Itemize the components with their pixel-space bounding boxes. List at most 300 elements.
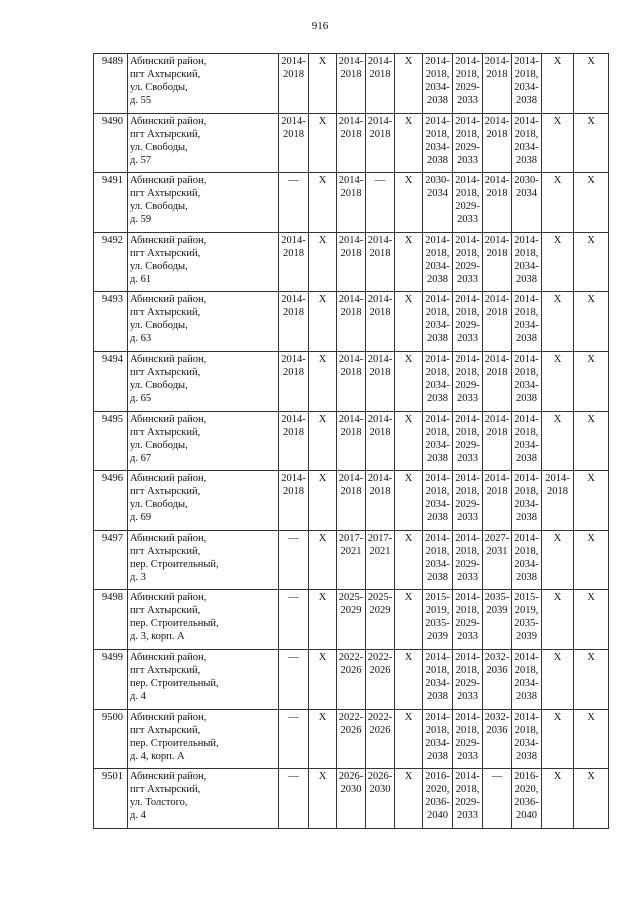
period-line: 2029-: [455, 439, 480, 451]
period-line: 2038: [427, 571, 448, 583]
period-line: —: [374, 175, 386, 187]
period-line: 2026-: [338, 771, 364, 783]
period-line: 2018,: [455, 486, 480, 498]
period-cell: [542, 292, 574, 352]
period-line: 2034-: [425, 677, 450, 689]
period-line: 2015-: [425, 592, 450, 604]
period-line: —: [288, 592, 299, 604]
period-cell: [366, 351, 395, 411]
period-line: 2026-: [367, 771, 393, 783]
period-line: 2017-: [338, 532, 364, 544]
period-line: X: [587, 353, 595, 365]
address-line: Абинский район,: [130, 592, 207, 604]
period-line: 2014-: [425, 56, 450, 67]
period-line: 2033: [457, 95, 478, 106]
address-cell: [128, 530, 279, 590]
period-line: 2018,: [425, 426, 450, 438]
period-line: X: [318, 413, 327, 425]
period-cell: [279, 173, 309, 233]
period-line: 2014-: [338, 175, 364, 187]
period-line: 2029-: [455, 141, 480, 153]
period-line: X: [553, 56, 562, 67]
period-line: 2018: [340, 366, 362, 378]
period-line: 2022-: [367, 711, 393, 723]
address-line: Абинский район,: [130, 711, 207, 723]
period-line: X: [404, 711, 413, 723]
period-cell: [395, 54, 423, 114]
period-line: X: [553, 175, 562, 187]
period-cell: [337, 649, 366, 709]
period-line: X: [587, 532, 595, 544]
period-line: X: [404, 294, 413, 306]
period-line: 2014-: [338, 353, 364, 365]
period-line: 2038: [516, 95, 537, 106]
period-cell: [395, 769, 423, 829]
period-cell: [542, 351, 574, 411]
period-line: 2018: [369, 426, 391, 438]
period-line: 2018: [547, 486, 568, 498]
period-line: X: [553, 413, 562, 425]
period-line: X: [404, 56, 413, 67]
period-line: 2034-: [514, 141, 539, 153]
period-cell: [483, 292, 512, 352]
period-line: 2038: [516, 512, 537, 524]
period-line: X: [553, 711, 562, 723]
record-number: 9489: [94, 54, 128, 114]
period-line: 2014-: [367, 234, 393, 246]
period-line: 2014-: [338, 294, 364, 306]
period-line: 2014-: [455, 771, 480, 783]
address-line: д. 4, корп. А: [130, 750, 185, 762]
period-line: 2014-: [281, 56, 306, 67]
period-cell: [366, 590, 395, 650]
period-cell: [309, 113, 337, 173]
period-line: 2034-: [514, 499, 539, 511]
period-line: 2014-: [455, 592, 480, 604]
period-cell: [309, 709, 337, 769]
period-line: —: [288, 175, 299, 187]
period-cell: [512, 411, 542, 471]
period-cell: [574, 292, 609, 352]
address-line: пгт Ахтырский,: [130, 426, 201, 438]
period-line: 2014-: [484, 353, 510, 365]
address-line: д. 55: [130, 95, 152, 106]
period-cell: [279, 54, 309, 114]
period-cell: [453, 54, 483, 114]
period-cell: [337, 173, 366, 233]
period-line: 2025-: [338, 592, 364, 604]
period-line: X: [318, 532, 327, 544]
table-row: [94, 649, 609, 709]
address-line: ул. Свободы,: [130, 320, 188, 332]
period-cell: [337, 411, 366, 471]
page-number: 916: [311, 20, 329, 32]
period-line: X: [587, 294, 595, 306]
period-line: 2014-: [514, 473, 539, 485]
period-line: 2029-: [455, 677, 480, 689]
period-line: 2018,: [455, 247, 480, 259]
period-line: 2014-: [455, 473, 480, 485]
period-line: 2014-: [367, 56, 393, 67]
table-row: [94, 292, 609, 352]
period-cell: [483, 351, 512, 411]
address-line: Абинский район,: [130, 294, 207, 306]
period-line: X: [404, 473, 413, 485]
period-line: 2014-: [455, 413, 480, 425]
period-line: 2014-: [425, 532, 450, 544]
table-row: [94, 530, 609, 590]
period-cell: [309, 769, 337, 829]
period-cell: [423, 232, 453, 292]
period-line: 2029-: [455, 320, 480, 332]
period-line: 2034-: [425, 260, 450, 272]
period-cell: [395, 173, 423, 233]
period-line: 2014-: [545, 473, 570, 485]
period-cell: [542, 709, 574, 769]
period-line: 2029-: [455, 260, 480, 272]
period-cell: [483, 590, 512, 650]
period-line: 2014-: [281, 294, 306, 306]
period-cell: [483, 113, 512, 173]
period-line: 2038: [427, 750, 448, 762]
period-line: 2018: [486, 247, 508, 259]
period-line: 2029: [369, 605, 391, 617]
period-line: 2038: [427, 333, 448, 345]
address-cell: [128, 769, 279, 829]
period-line: 2034-: [514, 320, 539, 332]
period-line: 2018,: [455, 69, 480, 80]
period-cell: [423, 769, 453, 829]
period-cell: [483, 411, 512, 471]
period-cell: [309, 530, 337, 590]
period-cell: [279, 709, 309, 769]
period-line: 2018,: [425, 247, 450, 259]
period-line: 2033: [457, 154, 478, 166]
period-line: 2033: [457, 631, 478, 643]
period-cell: [574, 411, 609, 471]
period-line: X: [404, 234, 413, 246]
period-line: 2018: [369, 486, 391, 498]
period-line: 2018,: [514, 366, 539, 378]
record-number: 9496: [94, 471, 128, 531]
period-line: 2018,: [514, 69, 539, 80]
period-line: 2018: [369, 247, 391, 259]
period-line: 2016-: [425, 771, 450, 783]
address-line: пер. Строительный,: [130, 558, 219, 570]
period-cell: [483, 709, 512, 769]
period-cell: [366, 54, 395, 114]
period-line: 2018: [283, 247, 304, 259]
period-line: 2018: [340, 69, 362, 80]
period-line: 2018,: [425, 545, 450, 557]
period-cell: [395, 709, 423, 769]
period-line: 2022-: [338, 651, 364, 663]
period-cell: [366, 292, 395, 352]
period-line: 2014-: [484, 473, 510, 485]
period-cell: [512, 54, 542, 114]
period-cell: [366, 769, 395, 829]
period-cell: [395, 649, 423, 709]
period-cell: [337, 590, 366, 650]
address-line: Абинский район,: [130, 175, 207, 187]
period-line: 2015-: [514, 592, 539, 604]
period-cell: [574, 649, 609, 709]
address-line: ул. Свободы,: [130, 499, 188, 511]
period-line: 2022-: [338, 711, 364, 723]
period-line: 2018,: [455, 188, 480, 200]
period-cell: [279, 411, 309, 471]
period-cell: [395, 471, 423, 531]
table-row: [94, 113, 609, 173]
period-line: X: [587, 115, 595, 127]
period-line: X: [404, 353, 413, 365]
period-line: 2036: [486, 664, 508, 676]
period-cell: [512, 113, 542, 173]
period-cell: [453, 709, 483, 769]
period-cell: [483, 649, 512, 709]
period-line: 2030: [369, 784, 391, 796]
period-line: 2014-: [455, 175, 480, 187]
address-line: д. 57: [130, 154, 152, 166]
address-line: Абинский район,: [130, 353, 207, 365]
period-line: 2014-: [281, 353, 306, 365]
period-cell: [574, 471, 609, 531]
period-cell: [337, 709, 366, 769]
period-line: 2014-: [367, 473, 393, 485]
address-line: Абинский район,: [130, 413, 207, 425]
period-line: 2038: [516, 452, 537, 464]
period-cell: [337, 471, 366, 531]
period-cell: [453, 649, 483, 709]
period-cell: [423, 649, 453, 709]
period-cell: [337, 351, 366, 411]
period-cell: [483, 173, 512, 233]
period-line: 2016-: [514, 771, 539, 783]
table-row: [94, 351, 609, 411]
record-number: 9494: [94, 351, 128, 411]
period-line: 2034-: [514, 439, 539, 451]
period-line: 2018: [340, 247, 362, 259]
period-line: 2018: [283, 307, 304, 319]
period-line: X: [404, 115, 413, 127]
address-line: пгт Ахтырский,: [130, 247, 201, 259]
period-cell: [453, 471, 483, 531]
period-line: 2026: [340, 664, 362, 676]
period-cell: [512, 173, 542, 233]
period-cell: [542, 173, 574, 233]
period-line: 2038: [427, 512, 448, 524]
period-cell: [542, 769, 574, 829]
period-line: X: [318, 651, 327, 663]
period-line: 2018: [486, 366, 508, 378]
period-cell: [309, 292, 337, 352]
address-line: д. 69: [130, 512, 152, 524]
period-cell: [453, 769, 483, 829]
period-cell: [542, 54, 574, 114]
period-line: 2034-: [425, 82, 450, 93]
period-cell: [395, 590, 423, 650]
record-number: 9500: [94, 709, 128, 769]
period-line: 2014-: [425, 115, 450, 127]
period-cell: [483, 471, 512, 531]
period-line: X: [318, 711, 327, 723]
period-line: 2018: [486, 486, 508, 498]
period-line: 2033: [457, 214, 478, 226]
period-line: X: [587, 473, 595, 485]
period-line: 2029-: [455, 558, 480, 570]
period-line: 2014-: [484, 413, 510, 425]
period-cell: [512, 769, 542, 829]
address-cell: [128, 709, 279, 769]
period-line: 2014-: [281, 234, 306, 246]
address-line: д. 3: [130, 571, 146, 583]
address-line: д. 59: [130, 214, 152, 226]
period-cell: [309, 351, 337, 411]
period-line: 2014-: [484, 56, 510, 67]
period-line: X: [587, 413, 595, 425]
period-cell: [279, 590, 309, 650]
period-line: 2034-: [514, 558, 539, 570]
period-line: 2030-: [425, 175, 450, 187]
period-line: X: [587, 651, 595, 663]
period-cell: [395, 113, 423, 173]
period-cell: [279, 530, 309, 590]
period-line: 2038: [427, 154, 448, 166]
period-cell: [366, 709, 395, 769]
period-line: 2014-: [455, 234, 480, 246]
period-cell: [542, 530, 574, 590]
period-line: 2033: [457, 273, 478, 285]
period-line: 2018: [340, 426, 362, 438]
table-row: [94, 471, 609, 531]
period-line: 2031: [486, 545, 508, 557]
period-line: 2034-: [425, 499, 450, 511]
period-cell: [574, 54, 609, 114]
period-line: X: [318, 592, 327, 604]
period-line: 2020,: [514, 784, 539, 796]
period-line: 2026: [369, 724, 391, 736]
period-line: 2029-: [455, 379, 480, 391]
period-line: 2014-: [425, 353, 450, 365]
period-line: 2014-: [484, 234, 510, 246]
period-cell: [512, 232, 542, 292]
period-cell: [423, 530, 453, 590]
period-line: 2035-: [484, 592, 510, 604]
address-line: д. 65: [130, 392, 152, 404]
period-line: X: [318, 115, 327, 127]
period-line: 2018: [283, 128, 304, 140]
period-cell: [574, 769, 609, 829]
period-line: 2014-: [425, 473, 450, 485]
period-line: X: [553, 294, 562, 306]
address-cell: [128, 411, 279, 471]
address-line: пгт Ахтырский,: [130, 188, 201, 200]
period-cell: [366, 173, 395, 233]
period-line: 2018,: [425, 69, 450, 80]
period-line: 2018,: [514, 486, 539, 498]
period-cell: [279, 113, 309, 173]
record-number: 9491: [94, 173, 128, 233]
period-line: 2018: [340, 486, 362, 498]
record-number: 9499: [94, 649, 128, 709]
period-line: X: [318, 294, 327, 306]
address-line: пер. Строительный,: [130, 677, 219, 689]
period-cell: [483, 530, 512, 590]
period-cell: [309, 173, 337, 233]
period-cell: [512, 471, 542, 531]
period-line: X: [553, 353, 562, 365]
period-line: 2018: [283, 426, 304, 438]
period-line: 2014-: [455, 651, 480, 663]
period-line: 2038: [516, 273, 537, 285]
period-line: —: [491, 771, 503, 783]
period-line: 2036-: [425, 797, 450, 809]
period-line: 2018: [486, 188, 508, 200]
period-line: 2014-: [514, 353, 539, 365]
period-cell: [279, 769, 309, 829]
period-cell: [453, 113, 483, 173]
period-line: 2034-: [514, 379, 539, 391]
period-line: 2018,: [514, 426, 539, 438]
period-cell: [366, 411, 395, 471]
period-line: —: [288, 771, 299, 783]
period-line: 2027-: [484, 532, 510, 544]
period-line: 2014-: [484, 175, 510, 187]
address-line: д. 61: [130, 273, 152, 285]
period-cell: [512, 709, 542, 769]
period-cell: [423, 411, 453, 471]
period-cell: [574, 173, 609, 233]
period-cell: [512, 530, 542, 590]
period-line: 2034: [427, 188, 448, 200]
period-line: —: [288, 711, 299, 723]
address-cell: [128, 113, 279, 173]
period-cell: [542, 590, 574, 650]
period-cell: [574, 590, 609, 650]
period-cell: [423, 590, 453, 650]
period-line: 2034-: [514, 677, 539, 689]
period-cell: [337, 54, 366, 114]
period-line: —: [288, 651, 299, 663]
period-line: 2014-: [367, 353, 393, 365]
period-cell: [512, 649, 542, 709]
address-line: Абинский район,: [130, 771, 207, 783]
period-line: 2014-: [514, 294, 539, 306]
period-line: 2018,: [455, 545, 480, 557]
period-line: X: [553, 771, 562, 783]
period-line: 2039: [516, 631, 537, 643]
period-cell: [542, 471, 574, 531]
address-line: Абинский район,: [130, 56, 207, 67]
period-line: 2014-: [514, 711, 539, 723]
table-row: [94, 590, 609, 650]
period-line: 2018,: [425, 366, 450, 378]
period-cell: [337, 232, 366, 292]
period-cell: [366, 471, 395, 531]
period-cell: [337, 292, 366, 352]
address-line: д. 67: [130, 452, 152, 464]
period-cell: [423, 709, 453, 769]
table-body: [94, 54, 609, 829]
period-line: X: [404, 771, 413, 783]
period-cell: [309, 471, 337, 531]
period-line: X: [318, 175, 327, 187]
record-number: 9498: [94, 590, 128, 650]
period-line: 2014-: [367, 413, 393, 425]
period-line: 2039: [486, 605, 508, 617]
period-line: X: [318, 234, 327, 246]
period-cell: [395, 530, 423, 590]
